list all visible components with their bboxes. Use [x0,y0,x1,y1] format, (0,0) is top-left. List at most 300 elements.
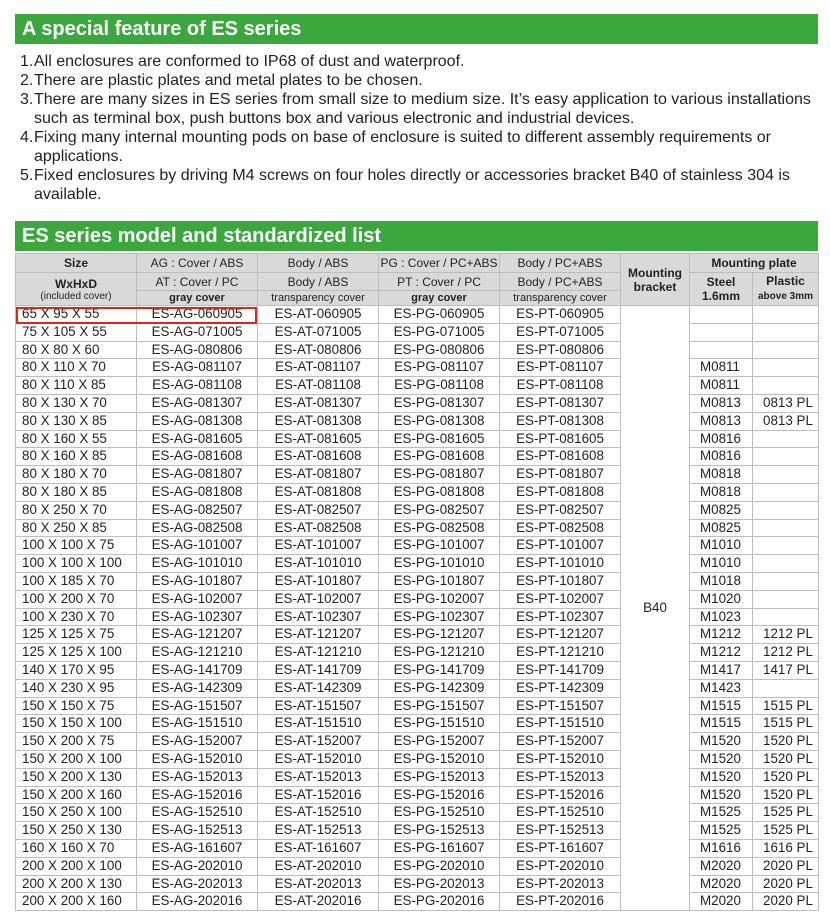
size-cell: 80 X 160 X 55 [16,430,137,448]
steel-plate-cell: M1417 [690,661,753,679]
pt-model-cell: ES-PT-151507 [500,697,621,715]
size-cell: 200 X 200 X 160 [16,893,137,911]
ag-model-cell: ES-AG-081808 [137,483,258,501]
size-cell: 100 X 100 X 100 [16,555,137,573]
feature-item [20,166,820,204]
pt-model-cell: ES-PT-101807 [500,572,621,590]
steel-plate-cell: M1212 [690,644,753,662]
at-model-cell: ES-AT-202016 [258,893,379,911]
plastic-plate-cell: 2020 PL [753,893,819,911]
ag-model-cell: ES-AG-102307 [137,608,258,626]
table-row [16,608,819,626]
pt-model-cell: ES-PT-152013 [500,768,621,786]
pg-model-cell: ES-PG-081808 [379,483,500,501]
pg-model-cell: ES-PG-152013 [379,768,500,786]
at-model-cell: ES-AT-151510 [258,715,379,733]
feature-item [20,128,820,166]
size-cell: 140 X 170 X 95 [16,661,137,679]
header-mounting-line1: Mounting [628,265,682,280]
size-cell: 150 X 150 X 100 [16,715,137,733]
model-table [15,253,819,911]
pt-model-cell: ES-PT-151510 [500,715,621,733]
plastic-plate-cell: 1525 PL [753,822,819,840]
steel-plate-cell: M0825 [690,501,753,519]
size-cell: 100 X 100 X 75 [16,537,137,555]
at-model-cell: ES-AT-102307 [258,608,379,626]
pg-model-cell: ES-PG-081608 [379,448,500,466]
at-model-cell: ES-AT-121210 [258,644,379,662]
pg-model-cell: ES-PG-202016 [379,893,500,911]
header-plastic [753,273,819,306]
size-cell: 80 X 130 X 70 [16,394,137,412]
ag-model-cell: ES-AG-101010 [137,555,258,573]
at-model-cell: ES-AT-080806 [258,341,379,359]
pt-model-cell: ES-PT-071005 [500,323,621,341]
steel-plate-cell: M1023 [690,608,753,626]
feature-text: Fixing many internal mounting pods on base of enclosure is suited to different assembly requirements or applications. [34,129,771,165]
ag-model-cell: ES-AG-121210 [137,644,258,662]
pg-model-cell: ES-PG-202013 [379,875,500,893]
steel-plate-cell: M1018 [690,572,753,590]
ag-model-cell: ES-AG-152016 [137,786,258,804]
size-cell: 80 X 80 X 60 [16,341,137,359]
size-cell: 125 X 125 X 75 [16,626,137,644]
size-cell: 80 X 130 X 85 [16,412,137,430]
pt-model-cell: ES-PT-060905 [500,306,621,324]
size-cell: 100 X 200 X 70 [16,590,137,608]
steel-plate-cell: M0818 [690,483,753,501]
pg-model-cell: ES-PG-081108 [379,377,500,395]
plastic-plate-cell: 0813 PL [753,412,819,430]
steel-plate-cell: M2020 [690,875,753,893]
table-row [16,359,819,377]
table-row [16,466,819,484]
header-pg-cover: PG : Cover / PC+ABS [379,254,500,273]
pg-model-cell: ES-PG-082508 [379,519,500,537]
plastic-plate-cell [753,448,819,466]
table-row [16,412,819,430]
plastic-plate-cell [753,377,819,395]
feature-number: 2. [20,72,34,89]
pg-model-cell: ES-PG-060905 [379,306,500,324]
header-mounting-plate: Mounting plate [690,254,819,273]
pg-model-cell: ES-PG-102307 [379,608,500,626]
plastic-plate-cell: 1616 PL [753,839,819,857]
table-row [16,519,819,537]
table-row [16,626,819,644]
steel-plate-cell [690,341,753,359]
ag-model-cell: ES-AG-102007 [137,590,258,608]
section-title-features: A special feature of ES series [15,14,818,44]
plastic-plate-cell [753,430,819,448]
model-table-body [16,306,819,911]
ag-model-cell: ES-AG-082508 [137,519,258,537]
steel-plate-cell: M1010 [690,537,753,555]
steel-plate-cell: M2020 [690,893,753,911]
pt-model-cell: ES-PT-202016 [500,893,621,911]
ag-model-cell: ES-AG-202010 [137,857,258,875]
at-model-cell: ES-AT-101807 [258,572,379,590]
pg-model-cell: ES-PG-142309 [379,679,500,697]
size-cell: 140 X 230 X 95 [16,679,137,697]
feature-text: There are many sizes in ES series from small size to medium size. It’s easy application to various installations such as terminal box, push buttons box and various electronic and industrial devices. [34,91,811,127]
pg-model-cell: ES-PG-151507 [379,697,500,715]
at-model-cell: ES-AT-142309 [258,679,379,697]
pg-model-cell: ES-PG-081307 [379,394,500,412]
at-model-cell: ES-AT-081605 [258,430,379,448]
at-model-cell: ES-AT-081308 [258,412,379,430]
header-plastic-line2: above 3mm [757,291,814,302]
feature-item [20,71,820,90]
table-row [16,679,819,697]
at-model-cell: ES-AT-081307 [258,394,379,412]
table-row [16,893,819,911]
size-cell: 80 X 160 X 85 [16,448,137,466]
header-transparency-cover-1: transparency cover [258,291,379,306]
size-cell: 150 X 150 X 75 [16,697,137,715]
at-model-cell: ES-AT-081107 [258,359,379,377]
ag-model-cell: ES-AG-101007 [137,537,258,555]
ag-model-cell: ES-AG-152007 [137,733,258,751]
ag-model-cell: ES-AG-161607 [137,839,258,857]
pt-model-cell: ES-PT-081308 [500,412,621,430]
ag-model-cell: ES-AG-081608 [137,448,258,466]
ag-model-cell: ES-AG-121207 [137,626,258,644]
pg-model-cell: ES-PG-081107 [379,359,500,377]
table-row [16,572,819,590]
plastic-plate-cell [753,359,819,377]
ag-model-cell: ES-AG-081107 [137,359,258,377]
size-cell: 100 X 230 X 70 [16,608,137,626]
ag-model-cell: ES-AG-141709 [137,661,258,679]
steel-plate-cell: M1525 [690,804,753,822]
plastic-plate-cell: 1212 PL [753,644,819,662]
at-model-cell: ES-AT-081807 [258,466,379,484]
plastic-plate-cell [753,341,819,359]
header-gray-cover-2: gray cover [379,291,500,306]
pt-model-cell: ES-PT-101007 [500,537,621,555]
at-model-cell: ES-AT-081108 [258,377,379,395]
table-row [16,875,819,893]
at-model-cell: ES-AT-082508 [258,519,379,537]
table-row [16,306,819,324]
at-model-cell: ES-AT-152010 [258,750,379,768]
feature-item [20,90,820,128]
pt-model-cell: ES-PT-102007 [500,590,621,608]
steel-plate-cell: M1212 [690,626,753,644]
pt-model-cell: ES-PT-081307 [500,394,621,412]
pt-model-cell: ES-PT-101010 [500,555,621,573]
header-size: Size [16,254,137,273]
pg-model-cell: ES-PG-202010 [379,857,500,875]
at-model-cell: ES-AT-202010 [258,857,379,875]
feature-list [20,52,820,204]
header-included-cover: (included cover) [40,290,112,302]
plastic-plate-cell: 2020 PL [753,857,819,875]
steel-plate-cell: M1010 [690,555,753,573]
size-cell: 150 X 200 X 160 [16,786,137,804]
table-row [16,857,819,875]
header-at-body: Body / ABS [258,273,379,291]
steel-plate-cell: M0811 [690,377,753,395]
steel-plate-cell: M1520 [690,733,753,751]
table-row [16,644,819,662]
table-row [16,323,819,341]
size-cell: 150 X 200 X 75 [16,733,137,751]
pg-model-cell: ES-PG-080806 [379,341,500,359]
table-row [16,661,819,679]
size-cell: 75 X 105 X 55 [16,323,137,341]
plastic-plate-cell: 1417 PL [753,661,819,679]
header-ag-cover: AG : Cover / ABS [137,254,258,273]
at-model-cell: ES-AT-161607 [258,839,379,857]
plastic-plate-cell [753,572,819,590]
ag-model-cell: ES-AG-060905 [137,306,258,324]
steel-plate-cell: M1515 [690,697,753,715]
feature-number: 3. [20,91,34,108]
pt-model-cell: ES-PT-080806 [500,341,621,359]
pg-model-cell: ES-PG-161607 [379,839,500,857]
size-cell: 160 X 160 X 70 [16,839,137,857]
at-model-cell: ES-AT-082507 [258,501,379,519]
pg-model-cell: ES-PG-152010 [379,750,500,768]
pg-model-cell: ES-PG-101807 [379,572,500,590]
steel-plate-cell: M1520 [690,768,753,786]
steel-plate-cell: M0811 [690,359,753,377]
at-model-cell: ES-AT-081808 [258,483,379,501]
table-row [16,822,819,840]
plastic-plate-cell [753,466,819,484]
pt-model-cell: ES-PT-082507 [500,501,621,519]
table-row [16,786,819,804]
at-model-cell: ES-AT-141709 [258,661,379,679]
steel-plate-cell: M1020 [690,590,753,608]
ag-model-cell: ES-AG-152013 [137,768,258,786]
pg-model-cell: ES-PG-152016 [379,786,500,804]
steel-plate-cell: M1525 [690,822,753,840]
plastic-plate-cell: 1525 PL [753,804,819,822]
header-at-cover: AT : Cover / PC [137,273,258,291]
pt-model-cell: ES-PT-152010 [500,750,621,768]
header-wxhxd [16,273,137,306]
plastic-plate-cell [753,679,819,697]
plastic-plate-cell: 2020 PL [753,875,819,893]
table-row [16,537,819,555]
header-steel [690,273,753,306]
ag-model-cell: ES-AG-081605 [137,430,258,448]
feature-text: Fixed enclosures by driving M4 screws on four holes directly or accessories bracket B40 of stainless 304 is available. [34,167,790,203]
size-cell: 80 X 110 X 70 [16,359,137,377]
pg-model-cell: ES-PG-081605 [379,430,500,448]
pt-model-cell: ES-PT-081807 [500,466,621,484]
steel-plate-cell: M0825 [690,519,753,537]
header-ag-body: Body / ABS [258,254,379,273]
table-row [16,804,819,822]
ag-model-cell: ES-AG-080806 [137,341,258,359]
size-cell: 150 X 200 X 100 [16,750,137,768]
feature-number: 1. [20,53,34,70]
size-cell: 80 X 250 X 70 [16,501,137,519]
ag-model-cell: ES-AG-071005 [137,323,258,341]
feature-number: 5. [20,167,34,184]
plastic-plate-cell [753,306,819,324]
at-model-cell: ES-AT-121207 [258,626,379,644]
pt-model-cell: ES-PT-081108 [500,377,621,395]
ag-model-cell: ES-AG-152010 [137,750,258,768]
pt-model-cell: ES-PT-082508 [500,519,621,537]
table-row [16,377,819,395]
at-model-cell: ES-AT-152513 [258,822,379,840]
feature-text: There are plastic plates and metal plates to be chosen. [34,72,423,89]
plastic-plate-cell [753,501,819,519]
header-mounting-bracket [621,254,690,306]
steel-plate-cell: M0816 [690,448,753,466]
size-cell: 200 X 200 X 100 [16,857,137,875]
size-cell: 200 X 200 X 130 [16,875,137,893]
plastic-plate-cell: 1520 PL [753,733,819,751]
at-model-cell: ES-AT-101010 [258,555,379,573]
mounting-bracket-cell: B40 [621,306,690,911]
pt-model-cell: ES-PT-121207 [500,626,621,644]
pt-model-cell: ES-PT-121210 [500,644,621,662]
table-row [16,394,819,412]
header-pg-body: Body / PC+ABS [500,254,621,273]
table-row [16,750,819,768]
table-row [16,430,819,448]
steel-plate-cell [690,306,753,324]
size-cell: 150 X 250 X 100 [16,804,137,822]
header-gray-cover-1: gray cover [137,291,258,306]
header-plastic-line1: Plastic [766,274,805,288]
header-transparency-cover-2: transparency cover [500,291,621,306]
pt-model-cell: ES-PT-202013 [500,875,621,893]
size-cell: 150 X 250 X 130 [16,822,137,840]
steel-plate-cell: M1423 [690,679,753,697]
ag-model-cell: ES-AG-202016 [137,893,258,911]
steel-plate-cell: M1515 [690,715,753,733]
at-model-cell: ES-AT-152007 [258,733,379,751]
ag-model-cell: ES-AG-151507 [137,697,258,715]
at-model-cell: ES-AT-151507 [258,697,379,715]
header-steel-line2: 1.6mm [701,289,741,303]
table-row [16,839,819,857]
plastic-plate-cell: 1520 PL [753,786,819,804]
table-row [16,590,819,608]
ag-model-cell: ES-AG-202013 [137,875,258,893]
pg-model-cell: ES-PG-101007 [379,537,500,555]
pt-model-cell: ES-PT-202010 [500,857,621,875]
table-row [16,733,819,751]
pg-model-cell: ES-PG-081807 [379,466,500,484]
pg-model-cell: ES-PG-101010 [379,555,500,573]
steel-plate-cell: M0813 [690,394,753,412]
steel-plate-cell [690,323,753,341]
pg-model-cell: ES-PG-152513 [379,822,500,840]
steel-plate-cell: M0813 [690,412,753,430]
table-row [16,341,819,359]
ag-model-cell: ES-AG-081108 [137,377,258,395]
size-cell: 80 X 250 X 85 [16,519,137,537]
plastic-plate-cell [753,555,819,573]
plastic-plate-cell: 1520 PL [753,768,819,786]
header-wxhxd-label: WxHxD [54,276,97,291]
steel-plate-cell: M0816 [690,430,753,448]
pt-model-cell: ES-PT-161607 [500,839,621,857]
pt-model-cell: ES-PT-081107 [500,359,621,377]
table-row [16,448,819,466]
size-cell: 150 X 200 X 130 [16,768,137,786]
size-cell: 80 X 180 X 85 [16,483,137,501]
table-row [16,697,819,715]
table-row [16,501,819,519]
table-row [16,715,819,733]
header-mounting-line2: bracket [633,279,677,294]
pg-model-cell: ES-PG-071005 [379,323,500,341]
ag-model-cell: ES-AG-152513 [137,822,258,840]
steel-plate-cell: M0818 [690,466,753,484]
pt-model-cell: ES-PT-152513 [500,822,621,840]
plastic-plate-cell [753,537,819,555]
ag-model-cell: ES-AG-101807 [137,572,258,590]
plastic-plate-cell [753,590,819,608]
ag-model-cell: ES-AG-082507 [137,501,258,519]
pg-model-cell: ES-PG-141709 [379,661,500,679]
plastic-plate-cell: 1515 PL [753,715,819,733]
size-cell: 80 X 180 X 70 [16,466,137,484]
feature-item [20,52,820,71]
pg-model-cell: ES-PG-121207 [379,626,500,644]
pt-model-cell: ES-PT-102307 [500,608,621,626]
pg-model-cell: ES-PG-121210 [379,644,500,662]
pt-model-cell: ES-PT-081608 [500,448,621,466]
ag-model-cell: ES-AG-081308 [137,412,258,430]
at-model-cell: ES-AT-081608 [258,448,379,466]
at-model-cell: ES-AT-152013 [258,768,379,786]
at-model-cell: ES-AT-202013 [258,875,379,893]
feature-number: 4. [20,129,34,146]
header-pt-cover: PT : Cover / PC [379,273,500,291]
ag-model-cell: ES-AG-152510 [137,804,258,822]
pt-model-cell: ES-PT-152007 [500,733,621,751]
at-model-cell: ES-AT-152016 [258,786,379,804]
table-row [16,555,819,573]
table-row [16,768,819,786]
plastic-plate-cell: 1212 PL [753,626,819,644]
size-cell: 80 X 110 X 85 [16,377,137,395]
pg-model-cell: ES-PG-102007 [379,590,500,608]
plastic-plate-cell [753,483,819,501]
plastic-plate-cell: 1515 PL [753,697,819,715]
plastic-plate-cell: 0813 PL [753,394,819,412]
pt-model-cell: ES-PT-141709 [500,661,621,679]
pt-model-cell: ES-PT-152510 [500,804,621,822]
size-cell: 100 X 185 X 70 [16,572,137,590]
header-pt-body: Body / PC+ABS [500,273,621,291]
ag-model-cell: ES-AG-151510 [137,715,258,733]
ag-model-cell: ES-AG-081807 [137,466,258,484]
size-cell: 65 X 95 X 55 [16,306,137,324]
pg-model-cell: ES-PG-152510 [379,804,500,822]
steel-plate-cell: M1616 [690,839,753,857]
feature-text: All enclosures are conformed to IP68 of dust and waterproof. [34,53,465,70]
plastic-plate-cell [753,608,819,626]
steel-plate-cell: M2020 [690,857,753,875]
pg-model-cell: ES-PG-082507 [379,501,500,519]
at-model-cell: ES-AT-060905 [258,306,379,324]
pg-model-cell: ES-PG-152007 [379,733,500,751]
size-cell: 125 X 125 X 100 [16,644,137,662]
table-row [16,483,819,501]
